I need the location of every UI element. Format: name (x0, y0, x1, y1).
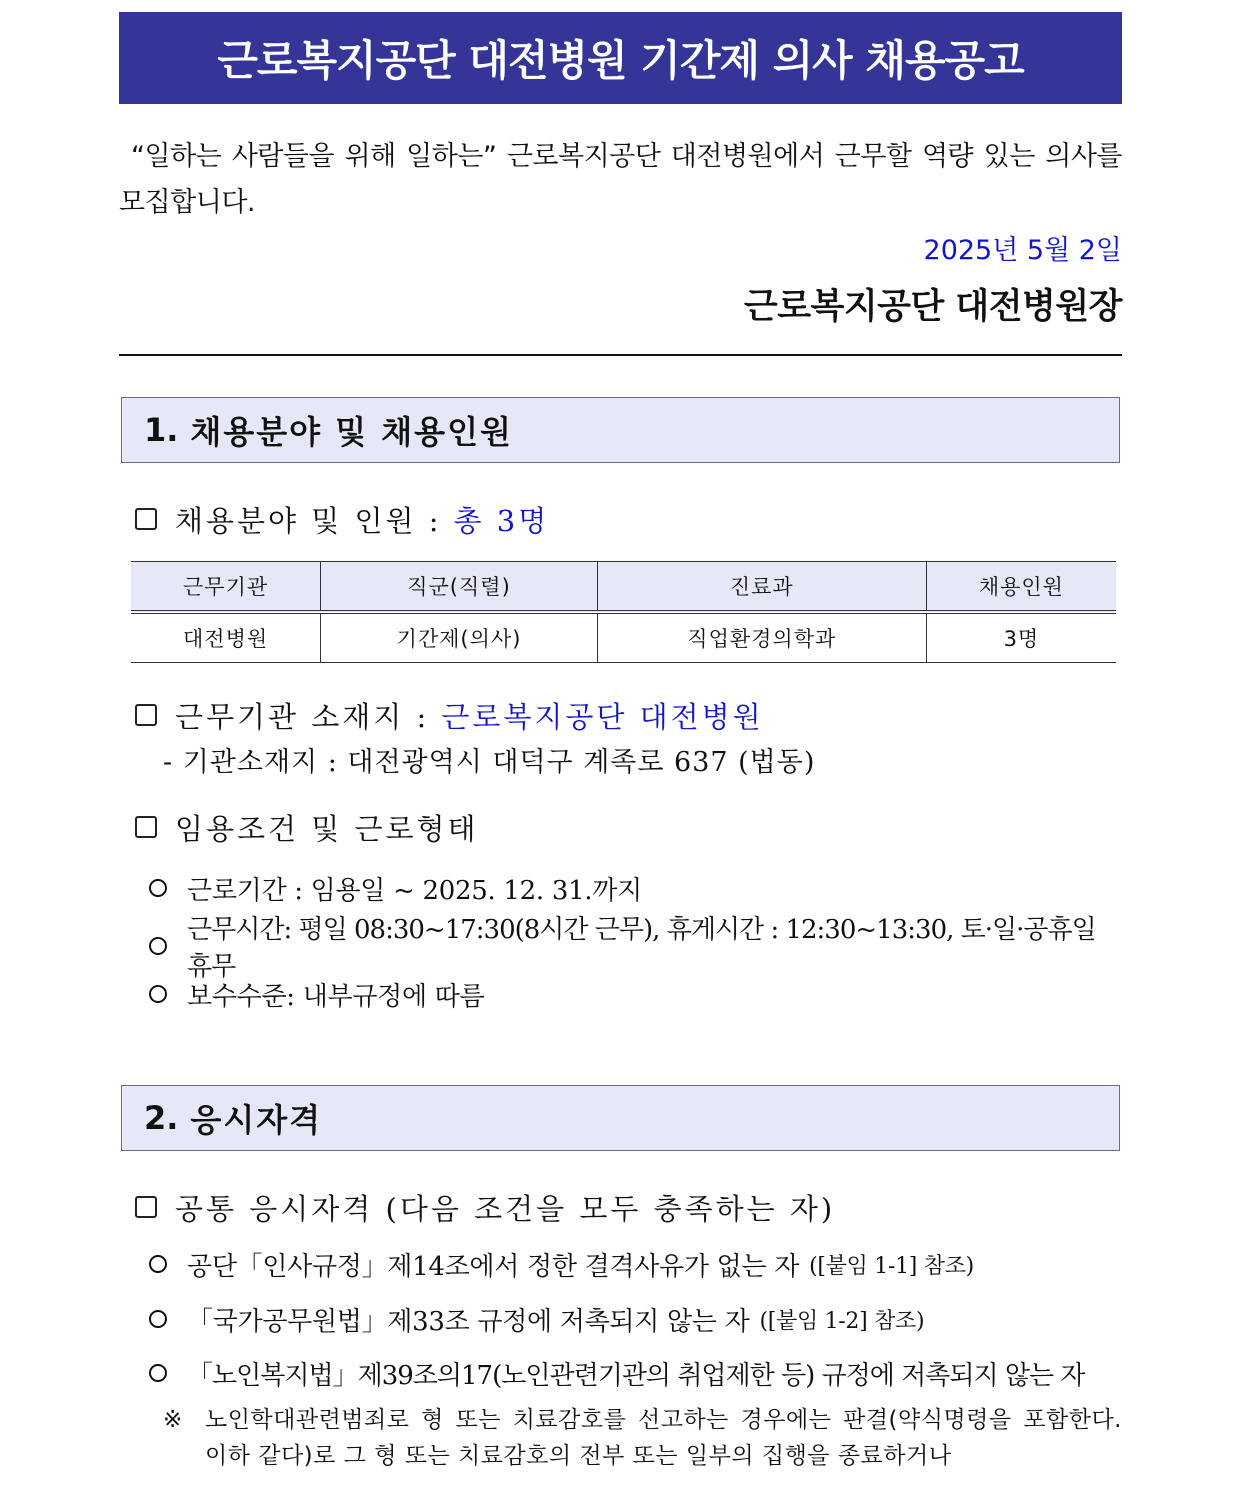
page-title: 근로복지공단 대전병원 기간제 의사 채용공고 (119, 12, 1122, 104)
table-cell: 기간제(의사) (321, 612, 598, 663)
qualification-note (163, 1402, 1122, 1474)
qualification-ref: ([붙임 1-1] 참조) (809, 1253, 974, 1279)
condition-text: 근무시간: 평일 08:30~17:30(8시간 근무), 휴게시간 : 12:30~13:30, 토·일·공휴일 휴무 (187, 915, 1096, 982)
qualification-item (119, 1348, 1122, 1398)
recruit-fields-heading (119, 497, 1122, 541)
table-cell: 직업환경의학과 (597, 612, 926, 663)
section-2-number: 2. (144, 1099, 179, 1137)
issuer-name: 근로복지공단 대전병원장 (743, 287, 1122, 327)
condition-item (119, 915, 1122, 982)
circle-bullet-icon (149, 985, 167, 1003)
location-heading (119, 693, 1122, 737)
circle-bullet-icon (149, 879, 167, 897)
section-1-header (121, 397, 1120, 463)
recruit-fields-value: 총 3명 (453, 503, 550, 538)
section-2-title: 응시자격 (190, 1101, 323, 1139)
circle-bullet-icon (149, 1364, 167, 1382)
qualification-text: 공단「인사규정」제14조에서 정한 결격사유가 없는 자 (187, 1251, 800, 1282)
table-cell: 대전병원 (131, 612, 321, 663)
condition-text: 보수수준: 내부규정에 따름 (187, 981, 485, 1012)
condition-text: 근로기간 : 임용일 ~ 2025. 12. 31.까지 (187, 875, 642, 906)
condition-item (119, 863, 1122, 913)
note-text: 노인학대관련범죄로 형 또는 치료감호를 선고하는 경우에는 판결(약식명령을 포함한다. 이하 같다)로 그 형 또는 치료감호의 전부 또는 일부의 집행을 종료하거나 (205, 1407, 1122, 1469)
section-1-number: 1. (144, 411, 179, 449)
table-cell: 3명 (926, 612, 1116, 663)
intro-text: “일하는 사람들을 위해 일하는” 근로복지공단 대전병원에서 근무할 역량 있는 의사를 모집합니다. (119, 141, 1122, 218)
recruit-fields-label: 채용분야 및 인원 : (175, 503, 442, 538)
circle-bullet-icon (149, 1255, 167, 1273)
qualification-ref: ([붙임 1-2] 참조) (759, 1308, 925, 1334)
conditions-label: 임용조건 및 근로형태 (175, 811, 479, 846)
conditions-heading (119, 805, 1122, 849)
note-mark: ※ (163, 1407, 183, 1433)
qualification-text: 「노인복지법」제39조의17(노인관련기관의 취업제한 등) 규정에 저촉되지 않는 자 (187, 1360, 1085, 1391)
circle-bullet-icon (149, 1310, 167, 1328)
header-divider (119, 354, 1122, 356)
table-row (131, 612, 1116, 663)
square-bullet-icon (135, 508, 157, 530)
table-header: 직군(직렬) (321, 562, 598, 613)
common-qual-label: 공통 응시자격 (다음 조건을 모두 충족하는 자) (175, 1191, 836, 1226)
location-label: 근무기관 소재지 : (175, 699, 430, 734)
section-1-title: 채용분야 및 채용인원 (190, 413, 513, 451)
common-qual-heading (119, 1185, 1122, 1229)
location-address: - 기관소재지 : 대전광역시 대덕구 계족로 637 (법동) (163, 747, 816, 778)
square-bullet-icon (135, 816, 157, 838)
table-header-row (131, 562, 1116, 613)
qualification-text: 「국가공무원법」제33조 규정에 저촉되지 않는 자 (187, 1306, 750, 1337)
location-value: 근로복지공단 대전병원 (441, 699, 764, 734)
qualification-item (119, 1239, 1122, 1289)
recruit-table (131, 561, 1116, 663)
table-header: 근무기관 (131, 562, 321, 613)
square-bullet-icon (135, 704, 157, 726)
notice-date: 2025년 5월 2일 (923, 235, 1122, 266)
section-2-header (121, 1085, 1120, 1151)
document-page (119, 12, 1122, 1474)
qualification-item (119, 1294, 1122, 1344)
table-header: 진료과 (597, 562, 926, 613)
table-header: 채용인원 (926, 562, 1116, 613)
circle-bullet-icon (149, 937, 167, 955)
square-bullet-icon (135, 1196, 157, 1218)
